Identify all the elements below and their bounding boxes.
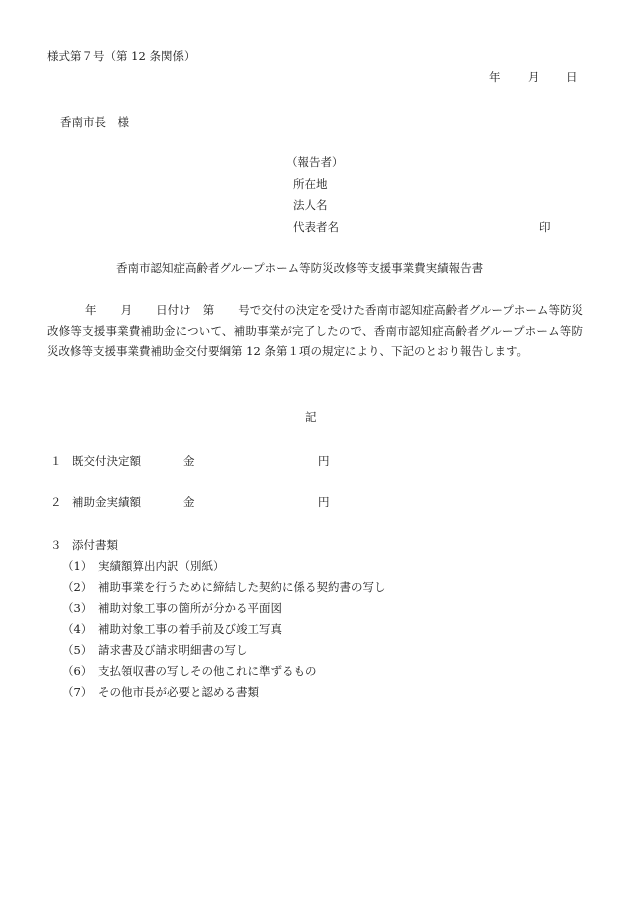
document-title: 香南市認知症高齢者グループホーム等防災改修等支援事業費実績報告書 <box>116 261 484 275</box>
list-item: （7） その他市長が必要と認める書類 <box>62 685 259 699</box>
list-item: （1） 実績額算出内訳（別紙） <box>62 559 225 573</box>
body-year: 年 <box>85 303 97 317</box>
body-paragraph <box>47 300 583 362</box>
body-month: 月 <box>120 303 133 317</box>
date-year: 年 <box>489 70 501 84</box>
corporation-label: 法人名 <box>293 198 328 212</box>
list-item: （6） 支払領収書の写しその他これに準ずるもの <box>62 664 317 678</box>
amount-2-kin: 金 <box>183 495 195 509</box>
list-item: （2） 補助事業を行うために締結した契約に係る契約書の写し <box>62 580 386 594</box>
body-text: 号で交付の決定を受けた香南市認知症高齢者グループホーム等防災改修等支援事業費補助金について、補助事業が完了したので、香南市認知症高齢者グループホーム等防災改修等支援事業費補助金交付要綱第 12 条第１項の規定により、下記のとおり報告します。 <box>47 303 584 358</box>
amount-2-yen: 円 <box>318 495 330 509</box>
date-month: 月 <box>528 70 540 84</box>
list-item: （4） 補助対象工事の着手前及び竣工写真 <box>62 622 282 636</box>
ki-heading: 記 <box>305 410 317 424</box>
date-day: 日 <box>566 70 578 84</box>
body-no-prefix: 第 <box>202 303 215 317</box>
list-item: （5） 請求書及び請求明細書の写し <box>62 643 248 657</box>
address-label: 所在地 <box>293 177 328 191</box>
amount-1-label: 既交付決定額 <box>72 454 141 468</box>
list-item: （3） 補助対象工事の箇所が分かる平面図 <box>62 601 282 615</box>
addressee: 香南市長 様 <box>60 115 129 129</box>
amount-2-num: ２ <box>50 495 62 509</box>
attachments-heading: 添付書類 <box>72 538 118 552</box>
body-day-ref: 日付け <box>156 303 191 317</box>
form-number: 様式第７号（第 12 条関係） <box>47 49 196 63</box>
attachments-num: ３ <box>50 538 62 552</box>
representative-label: 代表者名 <box>293 220 339 234</box>
reporter-heading: （報告者） <box>286 155 344 169</box>
amount-1-num: １ <box>50 454 62 468</box>
seal-mark: 印 <box>539 220 551 234</box>
amount-1-kin: 金 <box>183 454 195 468</box>
amount-2-label: 補助金実績額 <box>72 495 141 509</box>
amount-1-yen: 円 <box>318 454 330 468</box>
